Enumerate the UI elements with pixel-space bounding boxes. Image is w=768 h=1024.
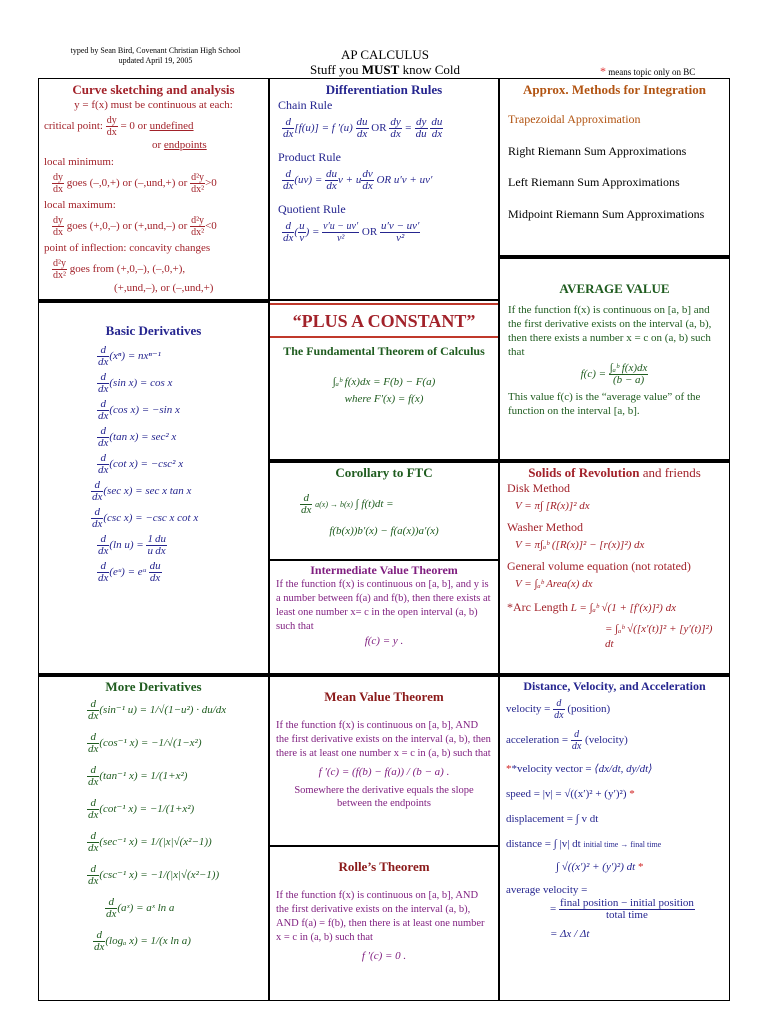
mvt-title: Mean Value Theorem — [324, 689, 444, 704]
speed-star: * — [629, 788, 635, 800]
chain-or: OR — [371, 122, 387, 135]
ftc-title: The Fundamental Theorem of Calculus — [283, 344, 485, 358]
infl-goes2: (+,und,–), or (–,und,+) — [114, 282, 214, 294]
min-gt: >0 — [205, 177, 217, 190]
speed-line — [506, 787, 723, 802]
more-derivatives-box — [38, 674, 269, 1001]
more-deriv-text: (aˣ) = aˣ ln a — [117, 902, 175, 915]
approx-title: Approx. Methods for Integration — [523, 82, 706, 97]
approx-item: Right Riemann Sum Approximations — [508, 144, 687, 158]
avg-value-eq — [508, 363, 721, 386]
quotient-rule-label: Quotient Rule — [278, 202, 346, 216]
vvec-eq: ⟨dx/dt, dy/dt⟩ — [594, 763, 653, 775]
motion-title: Distance, Velocity, and Acceleration — [523, 679, 706, 693]
approx-item: Trapezoidal Approximation — [508, 112, 641, 126]
approx-item: Left Riemann Sum Approximations — [508, 175, 680, 189]
more-deriv-text: (tan⁻¹ x) = 1/(1+x²) — [99, 770, 188, 783]
basic-deriv-item: $\frac{d}{dx}$ (tan x) = sec² x — [98, 425, 177, 449]
avg-value-title: AVERAGE VALUE — [559, 281, 670, 296]
bc-note-text: means topic only on BC — [608, 67, 696, 77]
corollary-eq2: f(b(x))b′(x) − f(a(x))a′(x) — [329, 525, 439, 537]
arc-label: *Arc Length — [507, 600, 568, 614]
subtitle-line — [290, 62, 480, 77]
solids-box — [499, 460, 730, 674]
chain-eq-text: [f(u)] = f ′(u) — [294, 122, 353, 135]
ftc-eq: ∫ₐᵇ f(x)dx = F(b) − F(a) — [332, 376, 436, 388]
more-deriv-item: $\frac{d}{dx}$ (logₐ x) = 1/(x ln a) — [94, 929, 191, 953]
more-deriv-item: $\frac{d}{dx}$ (cos⁻¹ x) = −1/√(1−x²) — [88, 731, 202, 755]
avg-num: ∫ₐᵇ f(x)dx — [609, 362, 648, 374]
continuity-intro: y = f(x) must be continuous at each: — [74, 99, 233, 111]
arc-length-line — [507, 600, 722, 616]
vvec-line: **velocity vector = ⟨dx/dt, dy/dt⟩ — [506, 763, 653, 775]
mvt-eq: f ′(c) = (f(b) − f(a)) / (b − a) . — [318, 766, 450, 778]
avg-vel-den: total time — [606, 909, 648, 921]
avg-fc: f(c) = — [580, 368, 607, 381]
disk-label: Disk Method — [507, 481, 570, 495]
corollary-eq1: $\frac{d}{dx}$ a(x) → b(x) ∫ f(t)dt = — [301, 492, 394, 516]
basic-deriv-text: (sec x) = sec x tan x — [103, 485, 192, 498]
local-min-label: local minimum: — [44, 156, 114, 168]
ftc-where: where F′(x) = f(x) — [344, 393, 424, 405]
arc-eq2: = ∫ₐᵇ √([x′(t)]² + [y′(t)]²) dt — [605, 623, 713, 650]
more-deriv-text: (sin⁻¹ u) = 1/√(1−u²) · du/dx — [99, 704, 227, 717]
basic-derivatives-box — [38, 300, 269, 674]
basic-deriv-text: (cos x) = −sin x — [109, 404, 180, 417]
basic-deriv-text: (ln u) = — [109, 539, 144, 552]
arc-eq1: L = ∫ₐᵇ √(1 + [f′(x)]²) dx — [570, 602, 676, 614]
chain-rule-eq: $\frac{d}{dx}$ [f(u)] = f ′(u) $\frac{du}{dx}$ OR $\frac{dy}{dx}$ = $\frac{dy}{du}$ $\frac{du}{dx}$ — [283, 116, 443, 140]
inflection-label: point of inflection: concavity changes — [44, 242, 211, 254]
corollary-limits: a(x) → b(x) — [315, 500, 353, 510]
subtitle-c: know Cold — [399, 62, 460, 77]
velocity-r: (position) — [567, 703, 611, 716]
basic-deriv-item: $\frac{d}{dx}$ (cot x) = −csc² x — [98, 452, 184, 476]
washer-label: Washer Method — [507, 520, 584, 534]
basic-deriv-text: (cot x) = −csc² x — [109, 458, 184, 471]
avg-velocity-eq2: = Δx / Δt — [550, 928, 590, 940]
local-max-label: local maximum: — [44, 199, 116, 211]
cp-endpoints: endpoints — [163, 139, 207, 151]
ivt-title: Intermediate Value Theorem — [310, 563, 458, 577]
accel-r: (velocity) — [585, 734, 628, 747]
subtitle-a: Stuff you — [310, 62, 362, 77]
approx-methods-box — [499, 78, 730, 256]
product-eq-text: (uv) = — [294, 174, 323, 187]
basic-deriv-text: (xⁿ) = nxⁿ⁻¹ — [109, 350, 161, 363]
basic-deriv-text: (eᵘ) = eᵘ — [109, 566, 146, 579]
vvec-label: *velocity vector = — [511, 763, 592, 775]
ivt-box — [269, 560, 499, 674]
credit-line: typed by Sean Bird, Covenant Christian High School — [70, 46, 241, 55]
basic-deriv-item: $\frac{d}{dx}$ (csc x) = −csc x cot x — [92, 506, 199, 530]
mvt-box — [269, 674, 499, 846]
more-deriv-text: (csc⁻¹ x) = −1/(|x|√(x²−1)) — [99, 869, 220, 882]
avg-value-text: If the function f(x) is continuous on [a, b] and the first derivative exists on the interval (a, b), then there exists a number x = c on (a, b) such that — [508, 304, 712, 358]
distance-limits: initial time → final time — [583, 840, 662, 849]
average-value-box — [499, 256, 730, 460]
curve-sketching-title: Curve sketching and analysis — [72, 82, 235, 97]
corollary-eq1-text: ∫ f(t)dt = — [355, 498, 394, 511]
min-goes: goes (–,0,+) or (–,und,+) or — [66, 177, 188, 190]
more-deriv-text: (cos⁻¹ x) = −1/√(1−x²) — [99, 737, 202, 750]
more-deriv-item: $\frac{d}{dx}$ (sec⁻¹ x) = 1/(|x|√(x²−1)) — [88, 830, 212, 854]
author-credit — [58, 46, 253, 66]
ivt-eq: f(c) = y . — [364, 635, 404, 647]
corollary-box — [269, 460, 499, 560]
plus-constant: “PLUS A CONSTANT” — [292, 311, 476, 331]
avg-velocity-frac: = $\frac{\text{final position − initial position}}{\text{total time}}$ — [550, 897, 694, 921]
bc-star: * — [600, 64, 606, 78]
page-title — [290, 47, 480, 77]
more-deriv-item: $\frac{d}{dx}$ (sin⁻¹ u) = 1/√(1−u²) · du/dx — [88, 698, 227, 722]
distance-line — [506, 837, 723, 852]
basic-deriv-item: $\frac{d}{dx}$ (xⁿ) = nxⁿ⁻¹ — [98, 344, 161, 368]
approx-item: Midpoint Riemann Sum Approximations — [508, 207, 705, 221]
solids-title — [507, 465, 722, 481]
inflection-rule: $\frac{\text{d²y}}{\text{dx²}}$ goes from (+,0,–), (–,0,+), (+,und,–), or (–,und,+) — [44, 258, 263, 295]
mvt-text: If the function f(x) is continuous on [a, b], AND the first derivative exists on the interval (a, b), then there is at least one number x = c in (a, b) such that — [276, 720, 491, 759]
cp-eq: = 0 or — [120, 120, 147, 133]
motion-box — [499, 674, 730, 1001]
distance2-eq: ∫ √((x′)² + (y′)²) dt — [556, 861, 636, 873]
distance2-star: * — [637, 861, 644, 873]
basic-deriv-item: $\frac{d}{dx}$ (sec x) = sec x tan x — [92, 479, 192, 503]
more-deriv-item: $\frac{d}{dx}$ (csc⁻¹ x) = −1/(|x|√(x²−1)) — [88, 863, 220, 887]
ivt-text: If the function f(x) is continuous on [a, b], and y is a number between f(a) and f(b), then there exists at least one number x= c in the open interval (a, b) such that — [276, 579, 491, 632]
subtitle-must: MUST — [361, 62, 400, 77]
velocity-line: velocity = $\frac{d}{dx}$ (position) — [506, 698, 611, 721]
rolle-box — [269, 846, 499, 1001]
basic-deriv-text: (sin x) = cos x — [109, 377, 173, 390]
avg-vel-num: final position − initial position — [559, 897, 694, 909]
diff-rules-title: Differentiation Rules — [325, 82, 443, 97]
general-eq: V = ∫ₐᵇ Area(x) dx — [515, 578, 593, 590]
basic-deriv-item: $\frac{d}{dx}$ (ln u) = $\frac{1}{u}$ $\frac{du}{dx}$ — [98, 533, 166, 557]
avg-den: (b − a) — [612, 374, 645, 386]
max-goes: goes (+,0,–) or (+,und,–) or — [66, 220, 188, 233]
distance2-line — [506, 860, 723, 875]
solids-title-a: Solids of Revolution — [528, 465, 640, 480]
product-alt: OR u′v + uv′ — [376, 174, 433, 187]
local-max-rule: $\frac{dy}{dx}$ goes (+,0,–) or (+,und,–) or $\frac{\text{d²y}}{\text{dx²}}$ <0 — [53, 215, 217, 238]
more-deriv-item: $\frac{d}{dx}$ (cot⁻¹ x) = −1/(1+x²) — [88, 797, 195, 821]
avg-velocity-label: average velocity = — [506, 884, 588, 896]
mvt-note: Somewhere the derivative equals the slope between the endpoints — [294, 785, 474, 809]
more-deriv-item: $\frac{d}{dx}$ (aˣ) = aˣ ln a — [106, 896, 175, 920]
more-deriv-text: (sec⁻¹ x) = 1/(|x|√(x²−1)) — [99, 836, 212, 849]
title-line: AP CALCULUS — [340, 47, 429, 62]
diff-rules-box — [269, 78, 499, 300]
updated-line: updated April 19, 2005 — [118, 56, 193, 65]
more-deriv-text: (cot⁻¹ x) = −1/(1+x²) — [99, 803, 195, 816]
critical-point-label: critical point: — [44, 120, 103, 133]
velocity-label: velocity = — [506, 703, 551, 716]
distance-eq: distance = ∫ |v| dt — [506, 838, 581, 850]
solids-title-b: and friends — [639, 465, 701, 480]
local-min-rule: $\frac{dy}{dx}$ goes (–,0,+) or (–,und,+) or $\frac{\text{d²y}}{\text{dx²}}$ >0 — [53, 172, 217, 195]
product-rule-eq: $\frac{d}{dx}$ (uv) = $\frac{du}{dx}$ v + u $\frac{dv}{dx}$ OR u′v + uv′ — [283, 168, 433, 192]
infl-goes: goes from (+,0,–), (–,0,+), — [69, 263, 186, 276]
critical-point-line: critical point: $\frac{dy}{dx}$ = 0 or undefined or endpoints — [44, 115, 207, 151]
curve-sketching-box — [38, 78, 269, 300]
basic-deriv-item: $\frac{d}{dx}$ (sin x) = cos x — [98, 371, 173, 395]
more-deriv-item: $\frac{d}{dx}$ (tan⁻¹ x) = 1/(1+x²) — [88, 764, 188, 788]
rolle-text: If the function f(x) is continuous on [a, b], AND the first derivative exists on the interval (a, b), AND f(a) = f(b), then there is at least one number x = c in (a, b) such that — [276, 890, 485, 943]
speed-eq: speed = |v| = √((x′)² + (y′)²) — [506, 788, 627, 800]
rolle-title: Rolle’s Theorem — [338, 859, 430, 874]
basic-deriv-item: $\frac{d}{dx}$ (cos x) = −sin x — [98, 398, 180, 422]
ftc-box — [269, 300, 499, 460]
avg-value-after: This value f(c) is the “average value” of the function on the interval [a, b]. — [508, 391, 701, 417]
bc-note — [600, 64, 730, 79]
general-label: General volume equation (not rotated) — [507, 559, 691, 573]
disk-eq: V = π∫ [R(x)]² dx — [515, 500, 590, 512]
corollary-title: Corollary to FTC — [335, 465, 433, 480]
chain-rule-label: Chain Rule — [278, 98, 333, 112]
cp-undefined: undefined — [149, 120, 194, 133]
max-lt: <0 — [205, 220, 217, 233]
displacement-line: displacement = ∫ v dt — [506, 813, 599, 825]
rolle-eq: f ′(c) = 0 . — [361, 950, 407, 962]
product-rule-label: Product Rule — [278, 150, 341, 164]
cp-or: or — [152, 139, 162, 151]
basic-deriv-text: (tan x) = sec² x — [109, 431, 177, 444]
more-derivs-title: More Derivatives — [105, 679, 202, 694]
basic-deriv-text: (csc x) = −csc x cot x — [103, 512, 199, 525]
washer-eq: V = π∫ₐᵇ ([R(x)]² − [r(x)]²) dx — [515, 539, 645, 551]
quotient-rule-eq: $\frac{d}{dx}$ ( $\frac{u}{v}$ ) = $\frac{v'u - uv'}{\text{v²}}$ OR $\frac{u'v - uv'}{\text{v²}}$ — [283, 220, 420, 244]
more-deriv-text: (logₐ x) = 1/(x ln a) — [105, 935, 191, 948]
quotient-or: OR — [361, 226, 378, 239]
basic-deriv-item: $\frac{d}{dx}$ (eᵘ) = eᵘ $\frac{du}{dx}$ — [98, 560, 161, 584]
accel-label: acceleration = — [506, 734, 569, 747]
accel-line: acceleration = $\frac{d}{dx}$ (velocity) — [506, 729, 628, 752]
basic-derivs-title: Basic Derivatives — [105, 323, 202, 338]
